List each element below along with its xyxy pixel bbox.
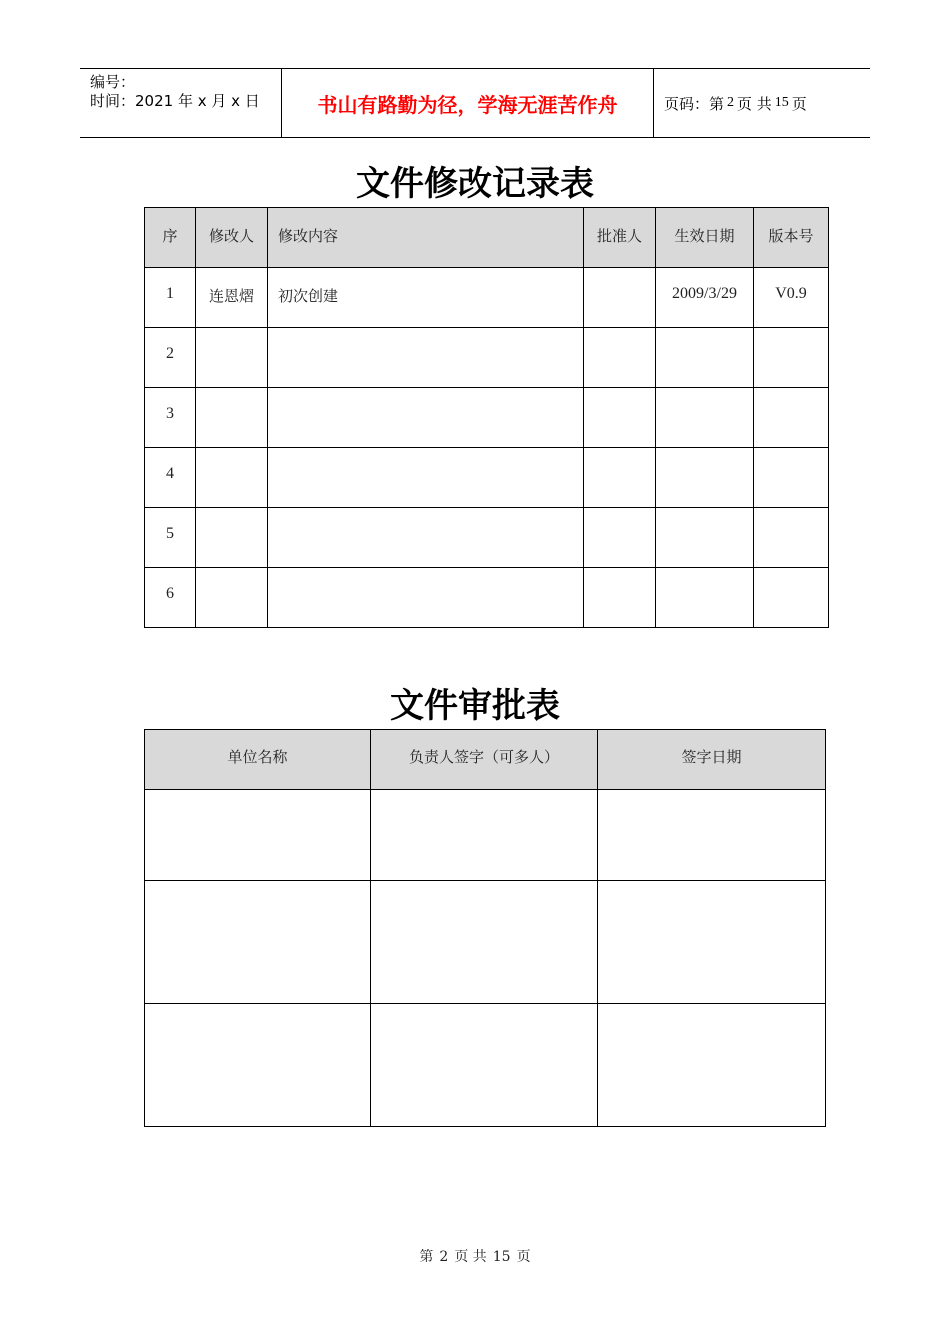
cell-signature[interactable]: [371, 881, 598, 1004]
cell-date: [656, 508, 754, 568]
page-footer: [0, 1246, 950, 1266]
cell-modifier: [196, 568, 268, 628]
cell-content: [268, 508, 584, 568]
table-row: [145, 881, 826, 1004]
header-page-label-pre: 页码：第: [664, 94, 725, 113]
cell-signature[interactable]: [371, 1004, 598, 1127]
cell-sign-date[interactable]: [598, 881, 826, 1004]
revision-table-header-row: [145, 208, 829, 268]
cell-seq: 1: [145, 268, 196, 328]
col-header-date: 生效日期: [656, 208, 754, 268]
cell-content: [268, 328, 584, 388]
table-row: [145, 1004, 826, 1127]
cell-signature[interactable]: [371, 790, 598, 881]
col-header-approver: 批准人: [584, 208, 656, 268]
footer-total-pages: 15: [492, 1249, 511, 1265]
cell-date: [656, 388, 754, 448]
cell-sign-date[interactable]: [598, 1004, 826, 1127]
col-header-unit-name: 单位名称: [145, 730, 371, 790]
cell-unit-name[interactable]: [145, 790, 371, 881]
cell-seq: 6: [145, 568, 196, 628]
approval-table: [144, 729, 826, 1127]
header-page-indicator: [654, 69, 870, 137]
cell-sign-date[interactable]: [598, 790, 826, 881]
cell-seq: 4: [145, 448, 196, 508]
col-header-seq: 序: [145, 208, 196, 268]
footer-current-page: 2: [439, 1249, 449, 1265]
cell-content: [268, 568, 584, 628]
cell-seq: 3: [145, 388, 196, 448]
cell-approver: [584, 328, 656, 388]
table-row: [145, 268, 829, 328]
cell-modifier: 连恩熠: [196, 268, 268, 328]
cell-approver: [584, 448, 656, 508]
cell-unit-name[interactable]: [145, 1004, 371, 1127]
header-page-label-mid: 页 共: [737, 94, 772, 113]
page-header: [80, 68, 870, 138]
table-row: [145, 328, 829, 388]
col-header-sign-date: 签字日期: [598, 730, 826, 790]
document-time-label: 时间：: [90, 92, 136, 110]
cell-seq: 2: [145, 328, 196, 388]
cell-version: [754, 328, 829, 388]
footer-post: 页: [516, 1249, 531, 1265]
approval-table-title: 文件审批表: [390, 686, 560, 726]
cell-seq: 5: [145, 508, 196, 568]
footer-pre: 第: [419, 1249, 434, 1265]
col-header-content: 修改内容: [268, 208, 584, 268]
cell-approver: [584, 268, 656, 328]
col-header-modifier: 修改人: [196, 208, 268, 268]
cell-approver: [584, 568, 656, 628]
cell-content: [268, 388, 584, 448]
cell-modifier: [196, 508, 268, 568]
header-page-current: 2: [727, 95, 735, 110]
cell-date: [656, 568, 754, 628]
cell-approver: [584, 388, 656, 448]
table-row: [145, 448, 829, 508]
cell-version: [754, 388, 829, 448]
cell-content: [268, 448, 584, 508]
cell-version: [754, 508, 829, 568]
document-time: [90, 91, 260, 111]
cell-date: 2009/3/29: [656, 268, 754, 328]
revision-table-title: 文件修改记录表: [356, 164, 594, 204]
cell-version: V0.9: [754, 268, 829, 328]
document-number-label: 编号：: [90, 73, 136, 91]
col-header-signature: 负责人签字（可多人）: [371, 730, 598, 790]
footer-mid: 页 共: [454, 1249, 487, 1265]
header-meta: [80, 69, 282, 137]
cell-approver: [584, 508, 656, 568]
header-page-total: 15: [774, 95, 789, 110]
document-time-value: 2021 年 x 月 x 日: [135, 92, 260, 110]
cell-date: [656, 448, 754, 508]
cell-modifier: [196, 448, 268, 508]
revision-table: [144, 207, 829, 628]
cell-content: 初次创建: [268, 268, 584, 328]
cell-date: [656, 328, 754, 388]
cell-modifier: [196, 388, 268, 448]
table-row: [145, 508, 829, 568]
table-row: [145, 568, 829, 628]
cell-unit-name[interactable]: [145, 881, 371, 1004]
header-motto: 书山有路勤为径，学海无涯苦作舟: [282, 69, 654, 137]
cell-modifier: [196, 328, 268, 388]
header-page-label-post: 页: [791, 94, 807, 113]
approval-table-header-row: [145, 730, 826, 790]
col-header-version: 版本号: [754, 208, 829, 268]
table-row: [145, 790, 826, 881]
cell-version: [754, 448, 829, 508]
table-row: [145, 388, 829, 448]
cell-version: [754, 568, 829, 628]
